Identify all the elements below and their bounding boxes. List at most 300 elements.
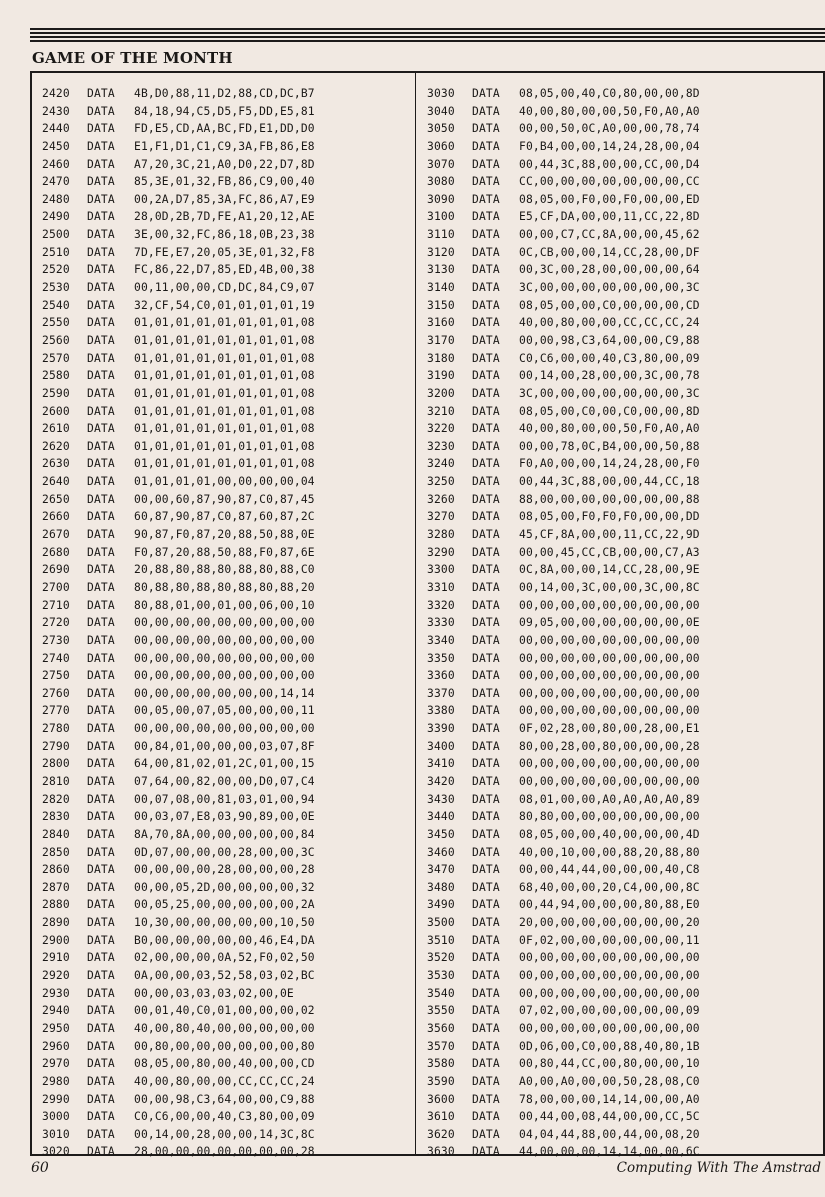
data-keyword: DATA xyxy=(87,351,115,365)
data-values: 10,30,00,00,00,00,00,10,50 xyxy=(134,916,315,930)
data-keyword: DATA xyxy=(87,210,115,224)
line-number: 3350 xyxy=(427,651,455,665)
data-values: 90,87,F0,87,20,88,50,88,0E xyxy=(134,528,315,542)
data-keyword: DATA xyxy=(87,1039,115,1053)
line-number: 3420 xyxy=(427,774,455,788)
data-keyword: DATA xyxy=(472,739,500,753)
listing-line xyxy=(42,844,415,862)
data-keyword: DATA xyxy=(472,87,500,100)
line-number: 2680 xyxy=(42,545,70,559)
data-values: 08,05,00,F0,F0,F0,00,00,DD xyxy=(519,510,700,524)
data-keyword: DATA xyxy=(87,104,115,118)
data-values: 00,00,50,0C,A0,00,00,78,74 xyxy=(519,122,700,136)
listing-line xyxy=(427,244,823,262)
line-number: 3250 xyxy=(427,475,455,489)
listing-line xyxy=(427,1126,823,1144)
listing-line xyxy=(427,297,823,315)
line-number: 2500 xyxy=(42,228,70,242)
listing-line xyxy=(427,191,823,209)
data-values: 00,00,00,00,00,00,00,00,00 xyxy=(519,757,700,771)
data-values: 08,05,00,F0,00,F0,00,00,ED xyxy=(519,192,700,206)
line-number: 3050 xyxy=(427,122,455,136)
listing-line xyxy=(427,438,823,456)
line-number: 2630 xyxy=(42,457,70,471)
data-keyword: DATA xyxy=(472,633,500,647)
line-number: 3190 xyxy=(427,369,455,383)
listing-line xyxy=(42,544,415,562)
data-keyword: DATA xyxy=(87,1074,115,1088)
listing-line xyxy=(427,1073,823,1091)
data-values: 09,05,00,00,00,00,00,00,0E xyxy=(519,616,700,630)
listing-line xyxy=(42,755,415,773)
listing-line xyxy=(42,614,415,632)
data-keyword: DATA xyxy=(472,616,500,630)
data-values: 00,00,00,00,00,00,00,14,14 xyxy=(134,686,315,700)
listing-line xyxy=(42,120,415,138)
line-number: 2740 xyxy=(42,651,70,665)
listing-line xyxy=(42,173,415,191)
line-number: 3450 xyxy=(427,827,455,841)
data-keyword: DATA xyxy=(87,933,115,947)
data-values: 0D,06,00,C0,00,88,40,80,1B xyxy=(519,1039,700,1053)
line-number: 2750 xyxy=(42,669,70,683)
data-keyword: DATA xyxy=(87,1021,115,1035)
data-values: 0D,07,00,00,00,28,00,00,3C xyxy=(134,845,315,859)
line-number: 2710 xyxy=(42,598,70,612)
data-keyword: DATA xyxy=(87,580,115,594)
listing-line xyxy=(42,826,415,844)
data-values: E5,CF,DA,00,00,11,CC,22,8D xyxy=(519,210,700,224)
listing-line xyxy=(427,667,823,685)
line-number: 2870 xyxy=(42,880,70,894)
data-values: 00,44,3C,88,00,00,CC,00,D4 xyxy=(519,157,700,171)
line-number: 3090 xyxy=(427,192,455,206)
data-values: 00,00,78,0C,B4,00,00,50,88 xyxy=(519,439,700,453)
data-keyword: DATA xyxy=(472,774,500,788)
listing-line xyxy=(42,1002,415,1020)
listing-line xyxy=(42,332,415,350)
data-keyword: DATA xyxy=(472,510,500,524)
data-values: 00,14,00,28,00,00,14,3C,8C xyxy=(134,1127,315,1141)
line-number: 3100 xyxy=(427,210,455,224)
listing-line xyxy=(427,208,823,226)
data-keyword: DATA xyxy=(472,210,500,224)
section-title: GAME OF THE MONTH xyxy=(32,49,233,67)
listing-line xyxy=(427,826,823,844)
listing-line xyxy=(42,385,415,403)
data-values: 00,00,00,00,00,00,00,00,00 xyxy=(519,951,700,965)
listing-line xyxy=(427,879,823,897)
line-number: 3620 xyxy=(427,1127,455,1141)
line-number: 3060 xyxy=(427,139,455,153)
data-values: 00,84,01,00,00,00,03,07,8F xyxy=(134,739,315,753)
data-keyword: DATA xyxy=(87,510,115,524)
data-values: 00,00,45,CC,CB,00,00,C7,A3 xyxy=(519,545,700,559)
data-keyword: DATA xyxy=(472,898,500,912)
line-number: 2660 xyxy=(42,510,70,524)
data-keyword: DATA xyxy=(472,245,500,259)
data-keyword: DATA xyxy=(472,157,500,171)
line-number: 2720 xyxy=(42,616,70,630)
data-keyword: DATA xyxy=(87,175,115,189)
data-keyword: DATA xyxy=(87,457,115,471)
data-values: 00,00,98,C3,64,00,00,C9,88 xyxy=(519,333,700,347)
listing-line xyxy=(42,1143,415,1161)
line-number: 3610 xyxy=(427,1110,455,1124)
data-values: 08,01,00,00,A0,A0,A0,A0,89 xyxy=(519,792,700,806)
listing-line xyxy=(427,720,823,738)
data-values: 01,01,01,01,01,01,01,01,08 xyxy=(134,351,315,365)
data-keyword: DATA xyxy=(87,827,115,841)
data-keyword: DATA xyxy=(472,175,500,189)
line-number: 3080 xyxy=(427,175,455,189)
data-keyword: DATA xyxy=(472,439,500,453)
line-number: 2970 xyxy=(42,1057,70,1071)
listing-line xyxy=(427,896,823,914)
listing-line xyxy=(42,808,415,826)
data-values: 00,44,3C,88,00,00,44,CC,18 xyxy=(519,475,700,489)
data-values: 00,00,05,2D,00,00,00,00,32 xyxy=(134,880,315,894)
listing-line xyxy=(427,403,823,421)
data-keyword: DATA xyxy=(472,1039,500,1053)
data-values: 84,18,94,C5,D5,F5,DD,E5,81 xyxy=(134,104,315,118)
listing-line xyxy=(427,949,823,967)
data-values: 80,88,01,00,01,00,06,00,10 xyxy=(134,598,315,612)
listing-line xyxy=(42,879,415,897)
line-number: 3590 xyxy=(427,1074,455,1088)
line-number: 3500 xyxy=(427,916,455,930)
listing-line xyxy=(42,650,415,668)
data-keyword: DATA xyxy=(87,986,115,1000)
data-keyword: DATA xyxy=(87,880,115,894)
data-values: 4B,D0,88,11,D2,88,CD,DC,B7 xyxy=(134,87,315,100)
line-number: 2690 xyxy=(42,563,70,577)
data-values: 00,00,C7,CC,8A,00,00,45,62 xyxy=(519,228,700,242)
listing-line xyxy=(42,738,415,756)
listing-line xyxy=(42,438,415,456)
line-number: 3110 xyxy=(427,228,455,242)
data-values: 00,00,60,87,90,87,C0,87,45 xyxy=(134,492,315,506)
listing-column-right xyxy=(416,73,823,1159)
line-number: 3220 xyxy=(427,422,455,436)
data-keyword: DATA xyxy=(472,492,500,506)
data-keyword: DATA xyxy=(472,969,500,983)
data-keyword: DATA xyxy=(472,880,500,894)
data-values: 78,00,00,00,14,14,00,00,A0 xyxy=(519,1092,700,1106)
data-values: 0C,8A,00,00,14,CC,28,00,9E xyxy=(519,563,700,577)
line-number: 2830 xyxy=(42,810,70,824)
data-keyword: DATA xyxy=(87,122,115,136)
data-keyword: DATA xyxy=(472,933,500,947)
line-number: 2890 xyxy=(42,916,70,930)
listing-line xyxy=(42,685,415,703)
listing-line xyxy=(427,597,823,615)
data-values: 00,00,00,00,00,00,00,00,00 xyxy=(519,704,700,718)
data-values: 40,00,80,00,00,50,F0,A0,A0 xyxy=(519,104,700,118)
listing-line xyxy=(42,191,415,209)
data-values: 00,2A,D7,85,3A,FC,86,A7,E9 xyxy=(134,192,315,206)
data-keyword: DATA xyxy=(472,333,500,347)
data-keyword: DATA xyxy=(87,757,115,771)
data-keyword: DATA xyxy=(87,263,115,277)
line-number: 3000 xyxy=(42,1110,70,1124)
line-number: 3290 xyxy=(427,545,455,559)
data-keyword: DATA xyxy=(87,245,115,259)
line-number: 2850 xyxy=(42,845,70,859)
data-keyword: DATA xyxy=(87,333,115,347)
data-keyword: DATA xyxy=(87,386,115,400)
data-values: 00,3C,00,28,00,00,00,00,64 xyxy=(519,263,700,277)
listing-line xyxy=(42,632,415,650)
line-number: 3580 xyxy=(427,1057,455,1071)
data-values: 40,00,80,00,00,CC,CC,CC,24 xyxy=(519,316,700,330)
magazine-name: Computing With The Amstrad xyxy=(616,1160,821,1176)
listing-line xyxy=(427,455,823,473)
listing-line xyxy=(427,85,823,103)
listing-line xyxy=(427,914,823,932)
data-keyword: DATA xyxy=(472,792,500,806)
data-keyword: DATA xyxy=(87,951,115,965)
listing-line xyxy=(42,967,415,985)
line-number: 2780 xyxy=(42,722,70,736)
data-keyword: DATA xyxy=(472,386,500,400)
data-keyword: DATA xyxy=(87,87,115,100)
line-number: 3010 xyxy=(42,1127,70,1141)
data-values: 00,05,00,07,05,00,00,00,11 xyxy=(134,704,315,718)
listing-line xyxy=(427,473,823,491)
data-values: 3C,00,00,00,00,00,00,00,3C xyxy=(519,386,700,400)
listing-line xyxy=(42,103,415,121)
data-values: 45,CF,8A,00,00,11,CC,22,9D xyxy=(519,528,700,542)
data-keyword: DATA xyxy=(472,845,500,859)
data-values: 00,80,00,00,00,00,00,00,80 xyxy=(134,1039,315,1053)
line-number: 2420 xyxy=(42,87,70,100)
line-number: 2570 xyxy=(42,351,70,365)
data-keyword: DATA xyxy=(87,563,115,577)
data-keyword: DATA xyxy=(472,545,500,559)
data-values: 01,01,01,01,00,00,00,00,04 xyxy=(134,475,315,489)
data-values: 80,88,80,88,80,88,80,88,20 xyxy=(134,580,315,594)
line-number: 2580 xyxy=(42,369,70,383)
data-values: 60,87,90,87,C0,87,60,87,2C xyxy=(134,510,315,524)
data-keyword: DATA xyxy=(472,686,500,700)
data-keyword: DATA xyxy=(472,1127,500,1141)
listing-line xyxy=(42,314,415,332)
data-keyword: DATA xyxy=(472,563,500,577)
data-values: 00,00,00,00,00,00,00,00,00 xyxy=(134,633,315,647)
data-values: 00,00,00,00,00,00,00,00,00 xyxy=(519,969,700,983)
data-keyword: DATA xyxy=(87,651,115,665)
listing-line xyxy=(42,403,415,421)
data-values: 00,00,98,C3,64,00,00,C9,88 xyxy=(134,1092,315,1106)
data-values: 01,01,01,01,01,01,01,01,08 xyxy=(134,457,315,471)
listing-line xyxy=(427,755,823,773)
data-keyword: DATA xyxy=(472,704,500,718)
data-values: 00,00,00,00,00,00,00,00,00 xyxy=(134,669,315,683)
line-number: 2790 xyxy=(42,739,70,753)
line-number: 3270 xyxy=(427,510,455,524)
listing-line xyxy=(427,1055,823,1073)
line-number: 3240 xyxy=(427,457,455,471)
line-number: 3540 xyxy=(427,986,455,1000)
line-number: 3490 xyxy=(427,898,455,912)
listing-line xyxy=(427,350,823,368)
listing-line xyxy=(42,261,415,279)
listing-line xyxy=(42,932,415,950)
data-keyword: DATA xyxy=(472,298,500,312)
listing-line xyxy=(42,791,415,809)
line-number: 2800 xyxy=(42,757,70,771)
line-number: 3630 xyxy=(427,1145,455,1159)
line-number: 3200 xyxy=(427,386,455,400)
data-values: 00,00,00,00,00,00,00,00,00 xyxy=(519,1021,700,1035)
listing-line xyxy=(42,1091,415,1109)
line-number: 2700 xyxy=(42,580,70,594)
data-keyword: DATA xyxy=(87,439,115,453)
data-values: 20,00,00,00,00,00,00,00,20 xyxy=(519,916,700,930)
line-number: 2920 xyxy=(42,969,70,983)
line-number: 2560 xyxy=(42,333,70,347)
data-keyword: DATA xyxy=(472,1021,500,1035)
listing-line xyxy=(42,297,415,315)
listing-line xyxy=(427,544,823,562)
data-keyword: DATA xyxy=(87,633,115,647)
data-keyword: DATA xyxy=(472,281,500,295)
line-number: 2510 xyxy=(42,245,70,259)
line-number: 3480 xyxy=(427,880,455,894)
line-number: 3400 xyxy=(427,739,455,753)
line-number: 3410 xyxy=(427,757,455,771)
data-values: 08,05,00,00,40,00,00,00,4D xyxy=(519,827,700,841)
data-keyword: DATA xyxy=(472,475,500,489)
listing-line xyxy=(427,156,823,174)
listing-line xyxy=(42,491,415,509)
data-keyword: DATA xyxy=(87,898,115,912)
data-values: 01,01,01,01,01,01,01,01,08 xyxy=(134,333,315,347)
data-keyword: DATA xyxy=(87,475,115,489)
data-keyword: DATA xyxy=(87,1145,115,1159)
line-number: 3570 xyxy=(427,1039,455,1053)
data-values: 40,00,10,00,00,88,20,88,80 xyxy=(519,845,700,859)
listing-line xyxy=(427,685,823,703)
listing-line xyxy=(427,861,823,879)
data-values: 80,00,28,00,80,00,00,00,28 xyxy=(519,739,700,753)
listing-line xyxy=(42,473,415,491)
data-values: F0,B4,00,00,14,24,28,00,04 xyxy=(519,139,700,153)
listing-line xyxy=(427,650,823,668)
data-keyword: DATA xyxy=(87,157,115,171)
data-values: 00,11,00,00,CD,DC,84,C9,07 xyxy=(134,281,315,295)
line-number: 2810 xyxy=(42,774,70,788)
data-values: 01,01,01,01,01,01,01,01,08 xyxy=(134,386,315,400)
listing-line xyxy=(427,579,823,597)
line-number: 2600 xyxy=(42,404,70,418)
listing-line xyxy=(427,1020,823,1038)
data-keyword: DATA xyxy=(87,616,115,630)
data-values: 00,00,00,00,00,00,00,00,00 xyxy=(519,686,700,700)
listing-line xyxy=(427,702,823,720)
line-number: 3310 xyxy=(427,580,455,594)
line-number: 3550 xyxy=(427,1004,455,1018)
line-number: 2930 xyxy=(42,986,70,1000)
data-keyword: DATA xyxy=(87,298,115,312)
data-keyword: DATA xyxy=(472,757,500,771)
listing-line xyxy=(427,103,823,121)
line-number: 3120 xyxy=(427,245,455,259)
data-keyword: DATA xyxy=(87,774,115,788)
data-keyword: DATA xyxy=(87,598,115,612)
line-number: 2620 xyxy=(42,439,70,453)
data-keyword: DATA xyxy=(87,810,115,824)
data-values: 00,00,00,00,00,00,00,00,00 xyxy=(519,598,700,612)
data-values: F0,87,20,88,50,88,F0,87,6E xyxy=(134,545,315,559)
data-values: 00,00,00,00,00,00,00,00,00 xyxy=(134,722,315,736)
line-number: 2910 xyxy=(42,951,70,965)
listing-line xyxy=(427,508,823,526)
line-number: 3320 xyxy=(427,598,455,612)
data-keyword: DATA xyxy=(472,669,500,683)
data-keyword: DATA xyxy=(472,863,500,877)
data-keyword: DATA xyxy=(472,916,500,930)
listing-line xyxy=(42,1020,415,1038)
line-number: 3380 xyxy=(427,704,455,718)
listing-line xyxy=(427,526,823,544)
data-keyword: DATA xyxy=(472,1092,500,1106)
data-keyword: DATA xyxy=(87,739,115,753)
listing-line xyxy=(42,597,415,615)
data-keyword: DATA xyxy=(87,545,115,559)
data-values: FC,86,22,D7,85,ED,4B,00,38 xyxy=(134,263,315,277)
data-values: 00,80,44,CC,00,80,00,00,10 xyxy=(519,1057,700,1071)
data-keyword: DATA xyxy=(472,580,500,594)
listing-line xyxy=(42,1126,415,1144)
line-number: 3600 xyxy=(427,1092,455,1106)
data-keyword: DATA xyxy=(472,651,500,665)
listing-line xyxy=(427,632,823,650)
header-rules xyxy=(30,28,825,44)
listing-line xyxy=(42,896,415,914)
data-values: 00,05,25,00,00,00,00,00,2A xyxy=(134,898,315,912)
data-values: 88,00,00,00,00,00,00,00,88 xyxy=(519,492,700,506)
data-values: F0,A0,00,00,14,24,28,00,F0 xyxy=(519,457,700,471)
data-keyword: DATA xyxy=(472,722,500,736)
listing-line xyxy=(42,1038,415,1056)
data-values: 00,00,44,44,00,00,00,40,C8 xyxy=(519,863,700,877)
data-keyword: DATA xyxy=(87,916,115,930)
line-number: 2760 xyxy=(42,686,70,700)
data-values: 07,02,00,00,00,00,00,00,09 xyxy=(519,1004,700,1018)
listing-line xyxy=(427,120,823,138)
data-values: 28,0D,2B,7D,FE,A1,20,12,AE xyxy=(134,210,315,224)
listing-line xyxy=(427,1002,823,1020)
line-number: 3130 xyxy=(427,263,455,277)
line-number: 3170 xyxy=(427,333,455,347)
data-keyword: DATA xyxy=(87,722,115,736)
data-keyword: DATA xyxy=(472,457,500,471)
data-values: 00,03,07,E8,03,90,89,00,0E xyxy=(134,810,315,824)
data-values: 01,01,01,01,01,01,01,01,08 xyxy=(134,439,315,453)
data-values: 01,01,01,01,01,01,01,01,08 xyxy=(134,316,315,330)
data-keyword: DATA xyxy=(472,810,500,824)
data-values: 32,CF,54,C0,01,01,01,01,19 xyxy=(134,298,315,312)
listing-line xyxy=(427,314,823,332)
line-number: 2550 xyxy=(42,316,70,330)
data-keyword: DATA xyxy=(87,1004,115,1018)
data-keyword: DATA xyxy=(87,1127,115,1141)
listing-line xyxy=(42,561,415,579)
line-number: 2590 xyxy=(42,386,70,400)
line-number: 3430 xyxy=(427,792,455,806)
